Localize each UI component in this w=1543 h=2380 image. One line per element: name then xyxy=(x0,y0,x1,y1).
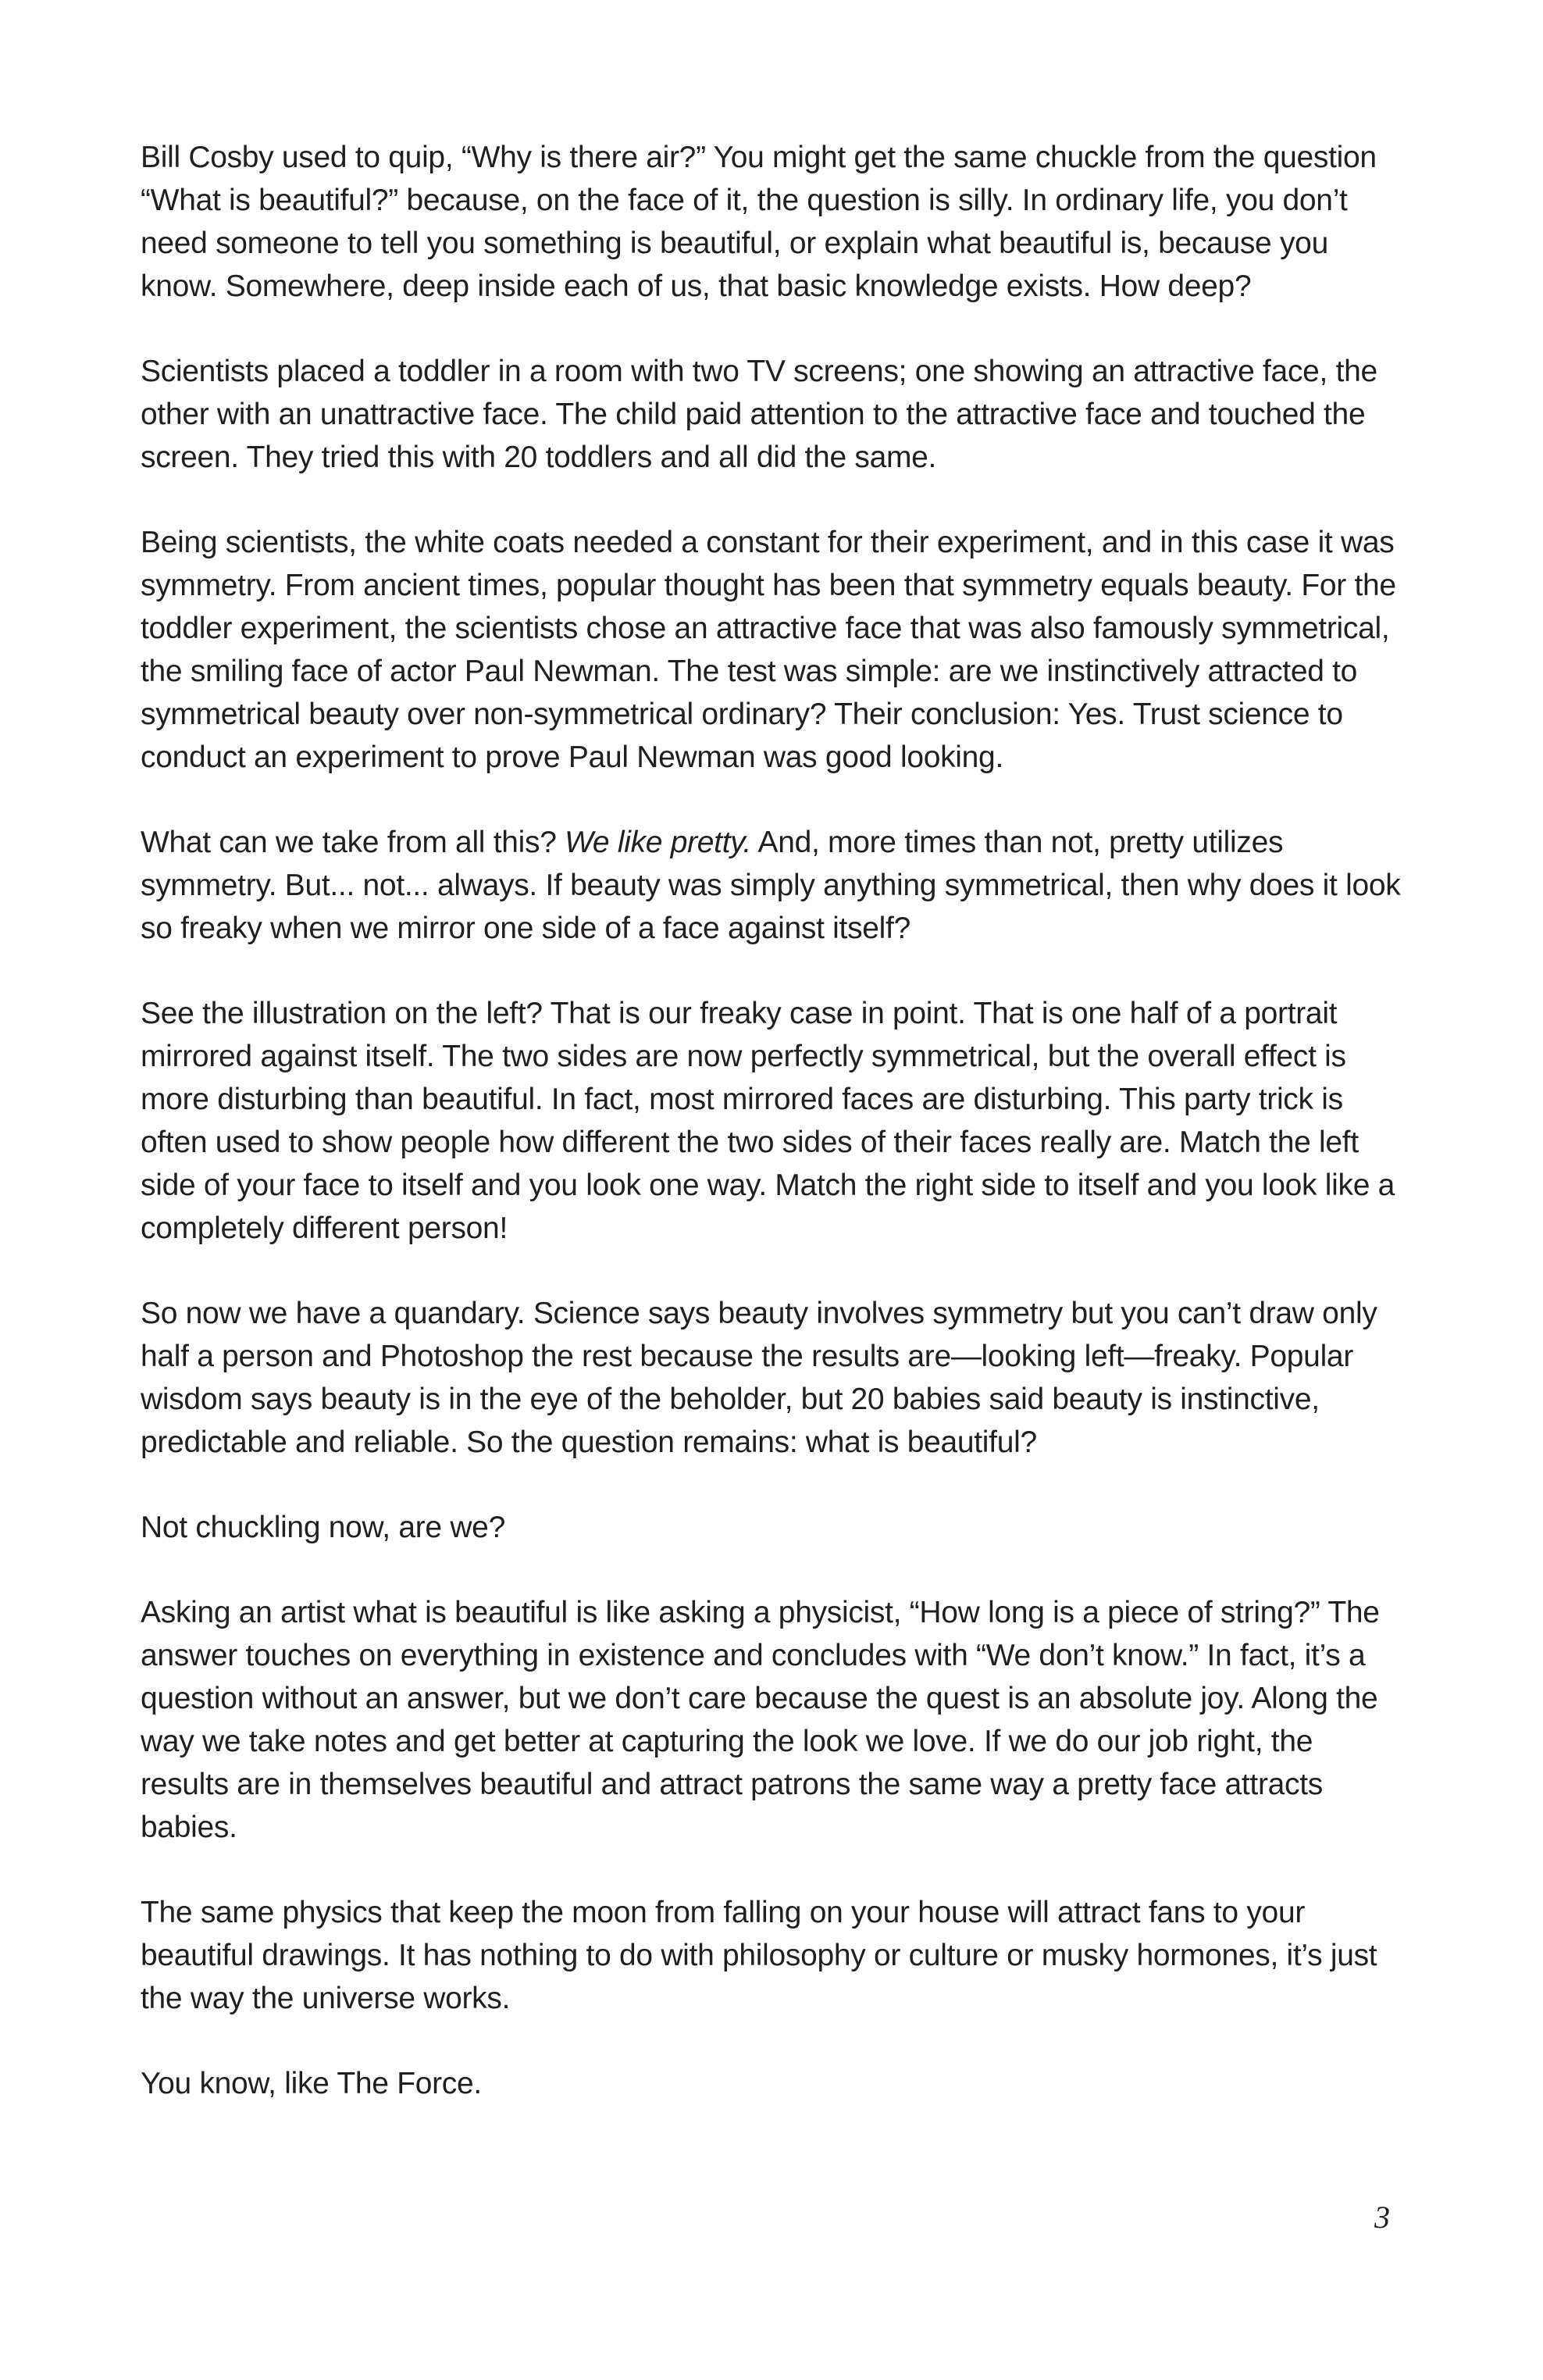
paragraph-toddler-experiment: Scientists placed a toddler in a room with two TV screens; one showing an attractive face, the other with an unattractive face. The child paid attention to the attractive face and touched the screen. They tried this with 20 toddlers and all did the same. xyxy=(141,355,1377,474)
body-text xyxy=(141,136,1406,2147)
paragraph-mirrored-portrait: See the illustration on the left? That is our freaky case in point. That is one half of a portrait mirrored against itself. The two sides are now perfectly symmetrical, but the overall effect is more disturbing than beautiful. In fact, most mirrored faces are disturbing. This party trick is often used to show people how different the two sides of their faces really are. Match the left side of your face to itself and you look one way. Match the right side to itself and you look like a completely different person! xyxy=(141,997,1395,1245)
paragraph-not-chuckling: Not chuckling now, are we? xyxy=(141,1511,505,1544)
page-number: 3 xyxy=(1374,2200,1390,2235)
paragraph-symmetry-constant: Being scientists, the white coats needed a constant for their experiment, and in this case it was symmetry. From ancient times, popular thought has been that symmetry equals beauty. For the toddler experiment, the scientists chose an attractive face that was also famously symmetrical, the smiling face of actor Paul Newman. The test was simple: are we instinctively attracted to symmetrical beauty over non-symmetrical ordinary? Their conclusion: Yes. Trust science to conduct an experiment to prove Paul Newman was good looking. xyxy=(141,526,1396,774)
paragraph-why-is-there-air: Bill Cosby used to quip, “Why is there air?” You might get the same chuckle from the question “What is beautiful?” because, on the face of it, the question is silly. In ordinary life, you don’t need someone to tell you something is beautiful, or explain what beautiful is, because you know. Somewhere, deep inside each of us, that basic knowledge exists. How deep? xyxy=(141,141,1377,303)
paragraph-we-like-pretty xyxy=(141,821,1406,950)
paragraph-we-like-pretty-lead: What can we take from all this? xyxy=(141,826,565,859)
we-like-pretty-emphasis: We like pretty. xyxy=(565,826,752,859)
paragraph-quandary: So now we have a quandary. Science says beauty involves symmetry but you can’t draw only half a person and Photoshop the rest because the results are—looking left—freaky. Popular wisdom says beauty is in the eye of the beholder, but 20 babies said beauty is instinctive, predictable and reliable. So the question remains: what is beautiful? xyxy=(141,1297,1377,1459)
paragraph-the-force: You know, like The Force. xyxy=(141,2067,482,2100)
paragraph-piece-of-string: Asking an artist what is beautiful is like asking a physicist, “How long is a piece of string?” The answer touches on everything in existence and concludes with “We don’t know.” In fact, it’s a question without an answer, but we don’t care because the quest is an absolute joy. Along the way we take notes and get better at capturing the look we love. If we do our job right, the results are in themselves beautiful and attract patrons the same way a pretty face attracts babies. xyxy=(141,1596,1380,1844)
paragraph-we-like-pretty-rest: And, more times than not, pretty utilizes symmetry. But... not... always. If beauty was simply anything symmetrical, then why does it look so freaky when we mirror one side of a face against itself? xyxy=(141,826,1401,945)
paragraph-physics: The same physics that keep the moon from falling on your house will attract fans to your beautiful drawings. It has nothing to do with philosophy or culture or musky hormones, it’s just the way the universe works. xyxy=(141,1896,1377,2015)
